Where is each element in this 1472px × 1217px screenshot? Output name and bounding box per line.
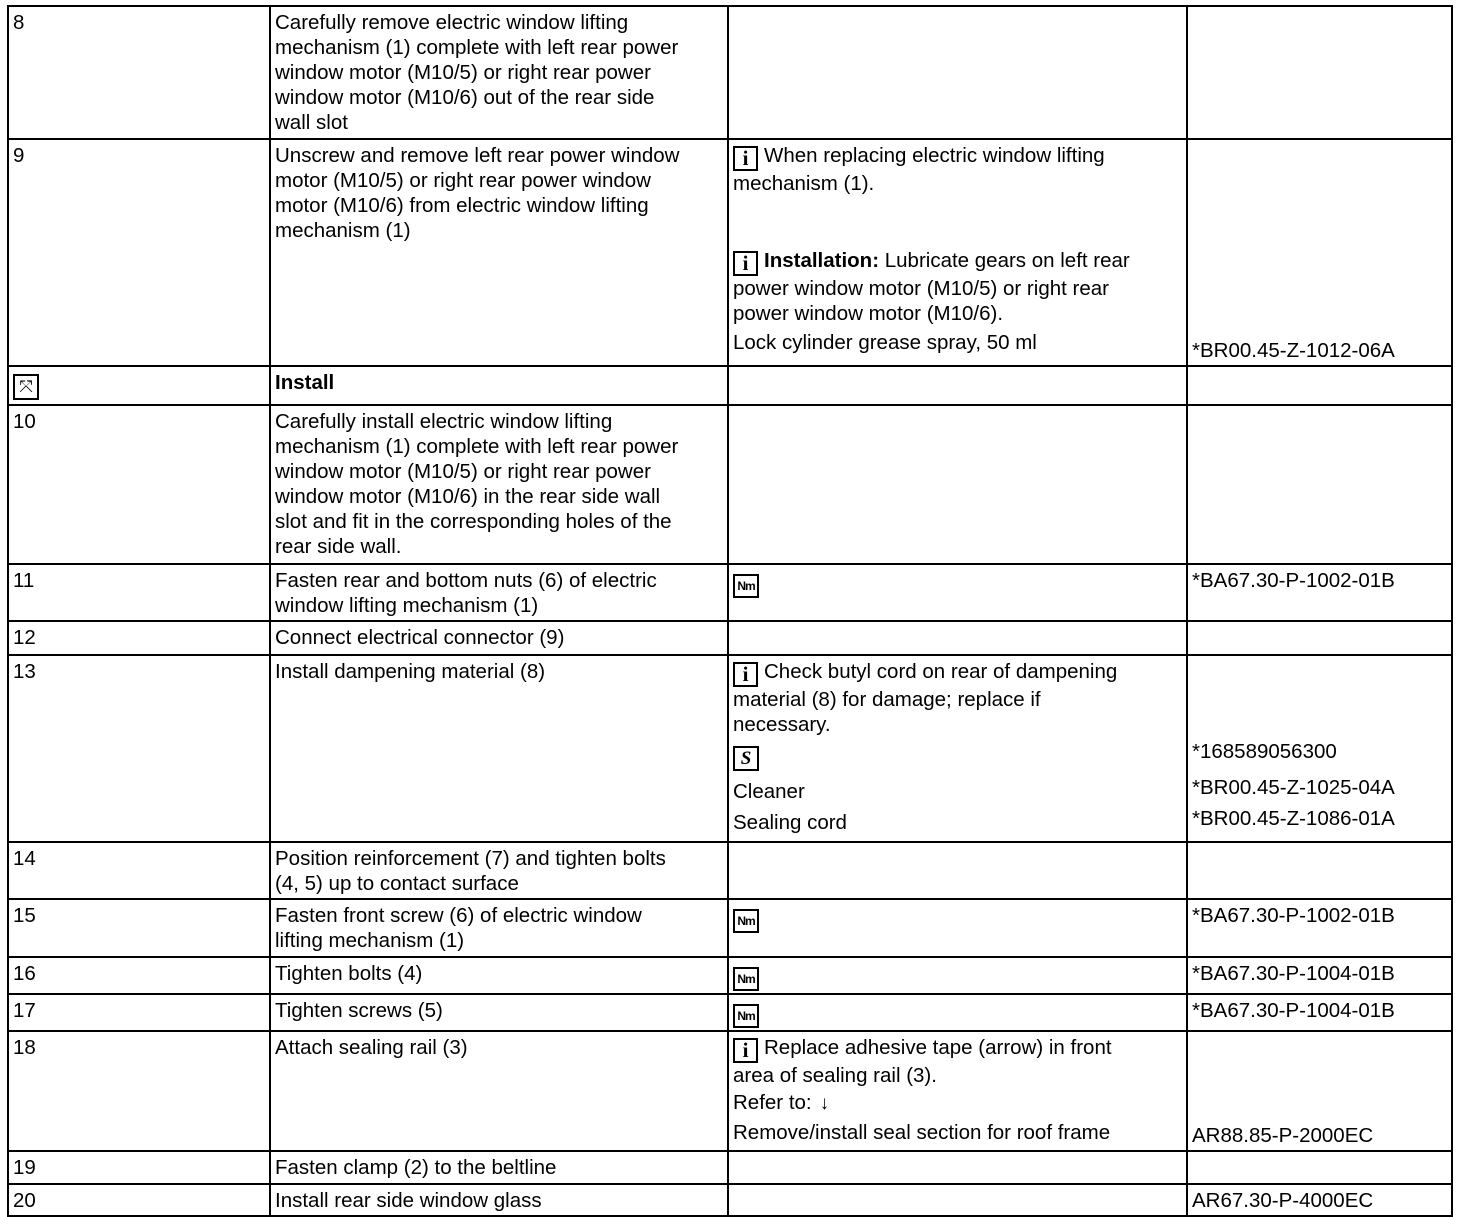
step-number: 18 <box>8 1031 270 1151</box>
table-row <box>8 366 1452 405</box>
description-line: wall slot <box>275 111 348 134</box>
document-reference: *BR00.45-Z-1012-06A <box>1192 339 1395 362</box>
table-row <box>8 1184 1452 1216</box>
description-line: motor (M10/6) from electric window lifting <box>275 194 649 217</box>
notes-cell <box>728 6 1187 139</box>
table-row <box>8 842 1452 899</box>
note-text: Replace adhesive tape (arrow) in front <box>764 1036 1112 1059</box>
document-reference: *BR00.45-Z-1086-01A <box>1192 807 1395 830</box>
step-number: 12 <box>8 621 270 655</box>
description-line: Fasten clamp (2) to the beltline <box>275 1156 557 1179</box>
description-line: Fasten rear and bottom nuts (6) of electric <box>275 569 657 592</box>
document-reference[interactable]: AR88.85-P-2000EC <box>1192 1124 1374 1147</box>
document-reference: *BA67.30-P-1004-01B <box>1192 999 1395 1022</box>
description-line: Tighten bolts (4) <box>275 962 423 985</box>
description-line: slot and fit in the corresponding holes of the <box>275 510 672 533</box>
material-name: Cleaner <box>733 780 805 803</box>
notes-cell <box>728 139 1187 366</box>
step-description <box>270 899 728 957</box>
notes-cell <box>728 957 1187 994</box>
notes-cell <box>728 366 1187 405</box>
description-line: Tighten screws (5) <box>275 999 443 1022</box>
description-line: mechanism (1) <box>275 219 411 242</box>
notes-cell <box>728 405 1187 564</box>
notes-cell <box>728 655 1187 842</box>
table-row <box>8 6 1452 139</box>
note-heading: Installation: <box>764 249 880 272</box>
table-row <box>8 1031 1452 1151</box>
step-description <box>270 1151 728 1184</box>
table-row <box>8 405 1452 564</box>
notes-cell <box>728 1031 1187 1151</box>
description-line: window lifting mechanism (1) <box>275 594 539 617</box>
description-line: mechanism (1) complete with left rear power <box>275 435 679 458</box>
torque-icon[interactable]: Nm <box>733 967 759 991</box>
note-text: material (8) for damage; replace if <box>733 688 1041 711</box>
document-reference: *BA67.30-P-1004-01B <box>1192 962 1395 985</box>
info-icon: i <box>733 251 758 276</box>
notes-cell <box>728 842 1187 899</box>
refer-to-label: Refer to: <box>733 1091 812 1114</box>
step-number: 16 <box>8 957 270 994</box>
step-number: 19 <box>8 1151 270 1184</box>
torque-icon[interactable]: Nm <box>733 909 759 933</box>
install-icon-cell <box>8 366 270 405</box>
table-row <box>8 994 1452 1031</box>
note-text: When replacing electric window lifting <box>764 144 1105 167</box>
step-number: 10 <box>8 405 270 564</box>
step-description <box>270 621 728 655</box>
note-text: necessary. <box>733 713 831 736</box>
step-description <box>270 957 728 994</box>
section-heading: Install <box>270 366 728 405</box>
reference-cell <box>1187 405 1452 564</box>
notes-cell <box>728 899 1187 957</box>
document-reference: *BR00.45-Z-1025-04A <box>1192 776 1395 799</box>
step-description <box>270 405 728 564</box>
table-row <box>8 1151 1452 1184</box>
info-icon: i <box>733 1038 758 1063</box>
tool-reference: *168589056300 <box>1192 740 1337 763</box>
note-text: area of sealing rail (3). <box>733 1064 937 1087</box>
reference-cell <box>1187 899 1452 957</box>
special-tool-icon[interactable]: S <box>733 746 759 771</box>
step-description <box>270 1184 728 1216</box>
material-name: Lock cylinder grease spray, 50 ml <box>733 331 1037 354</box>
step-number: 14 <box>8 842 270 899</box>
description-line: Position reinforcement (7) and tighten bolts <box>275 847 666 870</box>
step-number: 9 <box>8 139 270 366</box>
reference-cell <box>1187 842 1452 899</box>
table-row <box>8 564 1452 621</box>
step-number: 8 <box>8 6 270 139</box>
info-icon: i <box>733 146 758 171</box>
description-line: Install rear side window glass <box>275 1189 542 1212</box>
description-line: window motor (M10/6) in the rear side wall <box>275 485 661 508</box>
table-row <box>8 621 1452 655</box>
reference-cell <box>1187 6 1452 139</box>
step-number: 15 <box>8 899 270 957</box>
description-line: mechanism (1) complete with left rear power <box>275 36 679 59</box>
reference-cell <box>1187 366 1452 405</box>
step-description <box>270 994 728 1031</box>
step-number: 13 <box>8 655 270 842</box>
table-row <box>8 139 1452 366</box>
step-description <box>270 564 728 621</box>
reference-cell <box>1187 994 1452 1031</box>
reference-cell <box>1187 621 1452 655</box>
description-line: window motor (M10/5) or right rear power <box>275 61 651 84</box>
description-line: Install dampening material (8) <box>275 660 546 683</box>
note-text: mechanism (1). <box>733 172 875 195</box>
torque-icon[interactable]: Nm <box>733 574 759 598</box>
description-line: Carefully install electric window lifting <box>275 410 613 433</box>
table-row <box>8 957 1452 994</box>
arrow-down-icon: ↓ <box>819 1093 830 1114</box>
reference-link[interactable]: Remove/install seal section for roof frame <box>733 1121 1111 1144</box>
reference-cell <box>1187 564 1452 621</box>
description-line: (4, 5) up to contact surface <box>275 872 519 895</box>
reference-cell <box>1187 1031 1452 1151</box>
procedure-table <box>7 5 1453 1217</box>
description-line: window motor (M10/6) out of the rear side <box>275 86 655 109</box>
description-line: Connect electrical connector (9) <box>275 626 565 649</box>
notes-cell <box>728 564 1187 621</box>
step-number: 17 <box>8 994 270 1031</box>
description-line: Carefully remove electric window lifting <box>275 11 629 34</box>
reference-cell <box>1187 957 1452 994</box>
note-text: power window motor (M10/5) or right rear <box>733 277 1109 300</box>
description-line: Fasten front screw (6) of electric window <box>275 904 642 927</box>
install-icon: ⤧ <box>13 374 39 400</box>
notes-cell <box>728 621 1187 655</box>
reference-cell <box>1187 1184 1452 1216</box>
description-line: Attach sealing rail (3) <box>275 1036 468 1059</box>
info-icon: i <box>733 662 758 687</box>
step-description <box>270 842 728 899</box>
step-description <box>270 6 728 139</box>
table-row <box>8 899 1452 957</box>
torque-icon[interactable]: Nm <box>733 1004 759 1028</box>
note-text: Check butyl cord on rear of dampening <box>764 660 1118 683</box>
material-name: Sealing cord <box>733 811 847 834</box>
step-number: 11 <box>8 564 270 621</box>
description-line: Unscrew and remove left rear power window <box>275 144 680 167</box>
notes-cell <box>728 1184 1187 1216</box>
reference-cell <box>1187 655 1452 842</box>
document-reference[interactable]: AR67.30-P-4000EC <box>1192 1189 1374 1212</box>
step-number: 20 <box>8 1184 270 1216</box>
note-text: power window motor (M10/6). <box>733 302 1004 325</box>
document-reference: *BA67.30-P-1002-01B <box>1192 904 1395 927</box>
notes-cell <box>728 994 1187 1031</box>
notes-cell <box>728 1151 1187 1184</box>
reference-cell <box>1187 1151 1452 1184</box>
step-description <box>270 1031 728 1151</box>
document-reference: *BA67.30-P-1002-01B <box>1192 569 1395 592</box>
description-line: rear side wall. <box>275 535 402 558</box>
description-line: motor (M10/5) or right rear power window <box>275 169 651 192</box>
description-line: window motor (M10/5) or right rear power <box>275 460 651 483</box>
reference-cell <box>1187 139 1452 366</box>
step-description <box>270 655 728 842</box>
table-row <box>8 655 1452 842</box>
step-description <box>270 139 728 366</box>
description-line: lifting mechanism (1) <box>275 929 465 952</box>
note-text: Lubricate gears on left rear <box>884 249 1130 272</box>
